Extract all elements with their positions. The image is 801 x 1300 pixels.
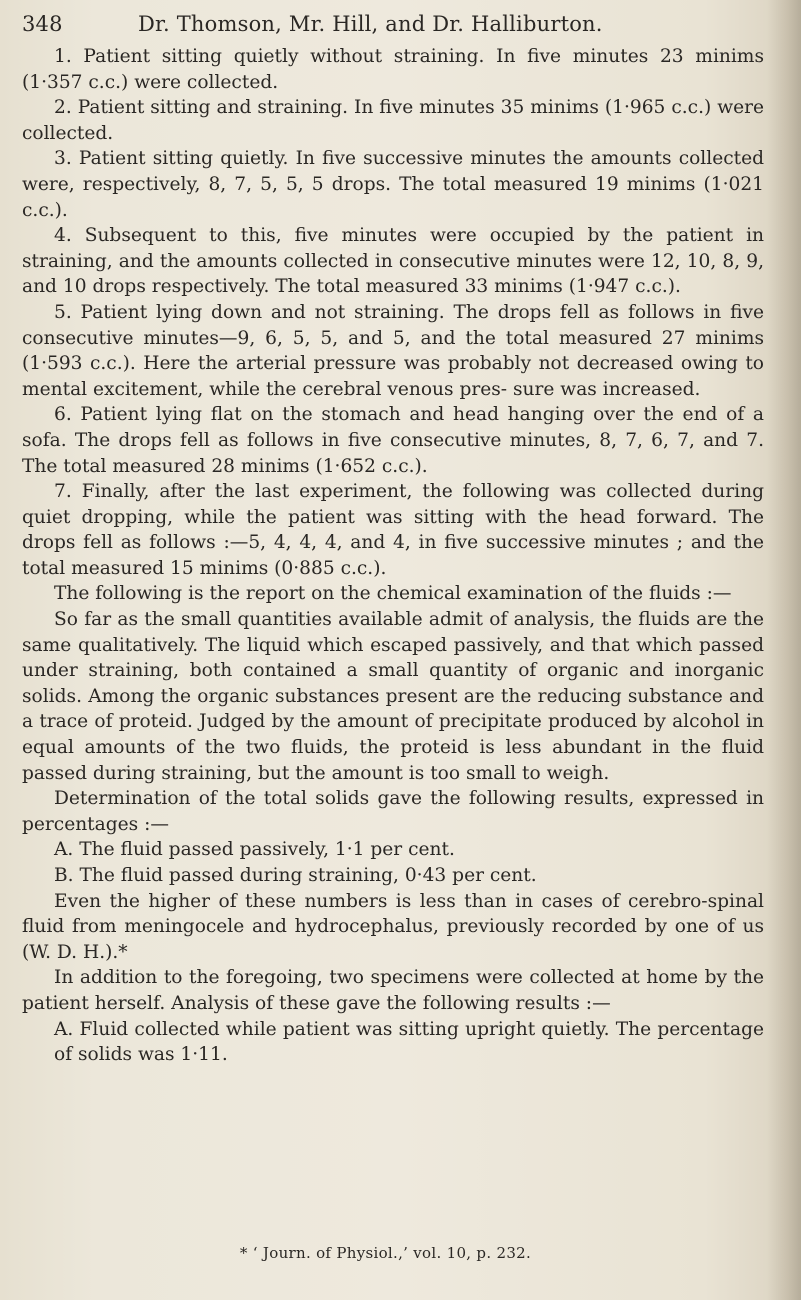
paragraph-observation-5: 5. Patient lying down and not straining. The drops fell as follows in five consecutive minutes—9, 6, 5, 5, and 5, and the total measured 27 minims (1·593 c.c.). Here the arterial pressure was probably not decreased owing to mental excitement, while the cerebral venous pres- sure was increased. bbox=[22, 301, 764, 400]
paragraph-observation-4: 4. Subsequent to this, five minutes were occupied by the patient in straining, and the amounts collected in consecutive minutes were 12, 10, 8, 9, and 10 drops respectively. The total measured 33 minims (1·947 c.c.). bbox=[22, 225, 764, 298]
page-header bbox=[22, 6, 761, 40]
paragraph-observation-1: 1. Patient sitting quietly without straining. In five minutes 23 minims (1·357 c.c.) were collected. bbox=[22, 46, 764, 93]
paragraph-observation-6: 6. Patient lying flat on the stomach and head hanging over the end of a sofa. The drops fell as follows in five consecutive minutes, 8, 7, 6, 7, and 7. The total measured 28 minims (1·652 c.c.). bbox=[22, 404, 764, 477]
body-text bbox=[22, 44, 764, 1068]
page-edge-shadow bbox=[767, 0, 801, 1300]
paragraph-home-specimens: In addition to the foregoing, two specimens were collected at home by the patient herself. Analysis of these gave the following results :— bbox=[22, 967, 764, 1014]
paragraph-qualitative-analysis: So far as the small quantities available admit of analysis, the fluids are the same qualitatively. The liquid which escaped passively, and that which passed under straining, both contained a small quantity of organic and inorganic solids. Among the organic substances present are the reducing substance and a trace of proteid. Judged by the amount of precipitate produced by alcohol in equal amounts of the two fluids, the proteid is less abundant in the fluid passed during straining, but the amount is too small to weigh. bbox=[22, 609, 764, 784]
paragraph-comparison: Even the higher of these numbers is less than in cases of cerebro-spinal fluid from meningocele and hydrocephalus, previously recorded by one of us (W. D. H.).* bbox=[22, 890, 764, 963]
paragraph-observation-7: 7. Finally, after the last experiment, the following was collected during quiet dropping, while the patient was sitting with the head forward. The drops fell as follows :—5, 4, 4, 4, and 4, in five successive minutes ; and the total measured 15 minims (0·885 c.c.). bbox=[22, 481, 764, 579]
page-number: 348 bbox=[22, 12, 63, 36]
paragraph-chemical-report-intro: The following is the report on the chemical examination of the fluids :— bbox=[54, 583, 732, 605]
running-head: Dr. Thomson, Mr. Hill, and Dr. Halliburton. bbox=[138, 12, 603, 36]
result-a-home: A. Fluid collected while patient was sitting upright quietly. The percentage of solids was 1·11. bbox=[54, 1018, 764, 1066]
footnote: * ‘ Journ. of Physiol.,’ vol. 10, p. 232. bbox=[239, 1244, 532, 1262]
paragraph-observation-3: 3. Patient sitting quietly. In five successive minutes the amounts collected were, respectively, 8, 7, 5, 5, 5 drops. The total measured 19 minims (1·021 c.c.). bbox=[22, 148, 764, 221]
result-b-straining: B. The fluid passed during straining, 0·43 per cent. bbox=[54, 865, 537, 886]
paragraph-total-solids-intro: Determination of the total solids gave the following results, expressed in percentages :— bbox=[22, 788, 764, 835]
result-a-passive: A. The fluid passed passively, 1·1 per cent. bbox=[54, 839, 455, 861]
paragraph-observation-2: 2. Patient sitting and straining. In five minutes 35 minims (1·965 c.c.) were collected. bbox=[22, 97, 764, 144]
